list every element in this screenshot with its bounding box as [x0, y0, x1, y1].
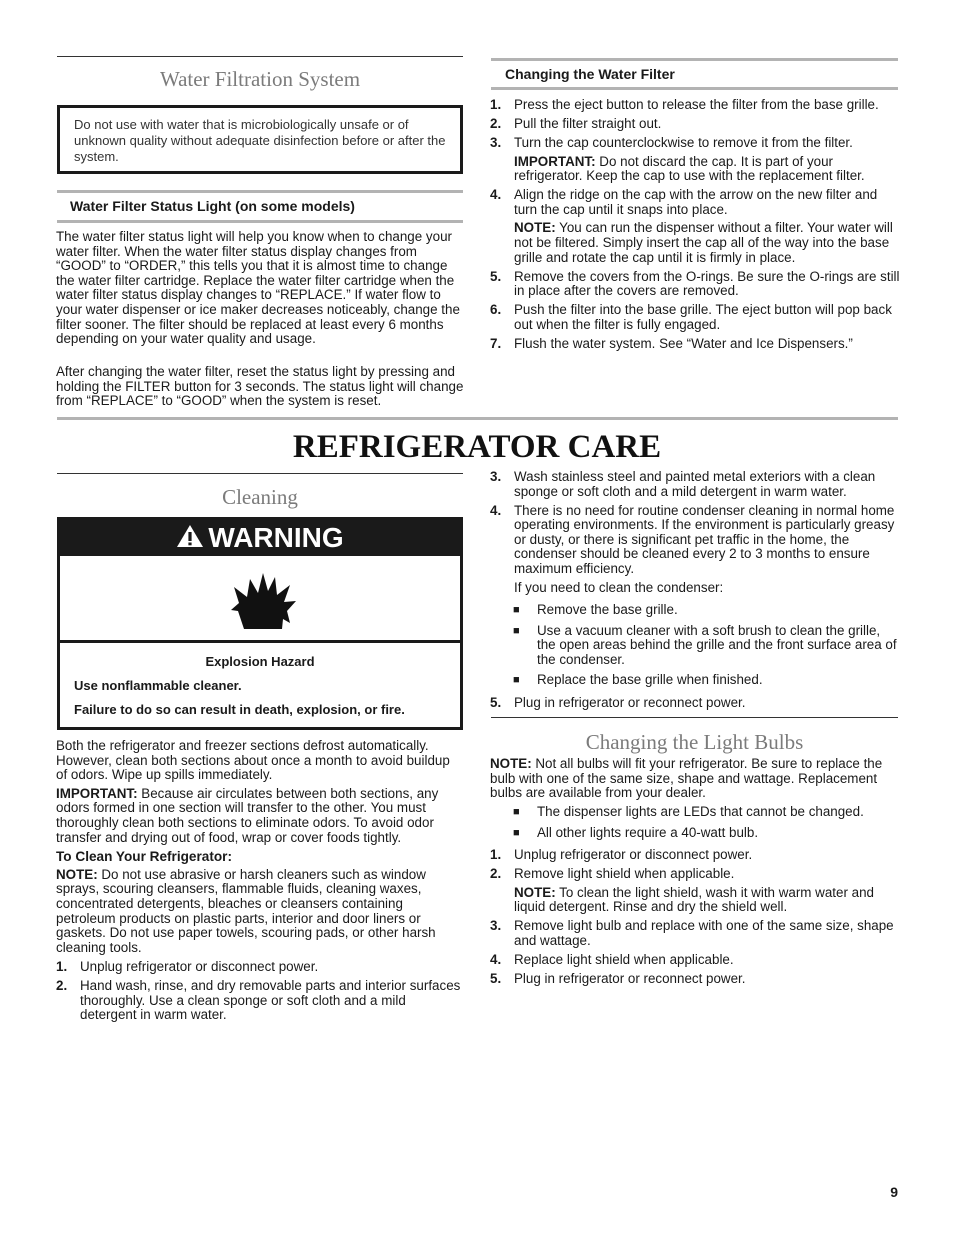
step-number: 6. — [490, 302, 502, 318]
bullet-text: Replace the base grille when finished. — [537, 672, 763, 688]
step-number: 4. — [490, 951, 502, 967]
light-bulbs-title: Changing the Light Bulbs — [585, 730, 804, 754]
list-item — [56, 960, 464, 975]
step-number: 3. — [490, 469, 502, 484]
list-item — [490, 470, 900, 499]
note-text: You can run the dispenser without a filter. Your water will not be filtered. Simply insert the cap all of the way into the base grille and rotate the cap until it is firmly in place. — [514, 220, 893, 265]
step-text: Flush the water system. See “Water and Ice Dispensers.” — [514, 335, 853, 351]
step-text: Wash stainless steel and painted metal exteriors with a clean sponge or soft cloth and a mild detergent in warm water. — [514, 469, 876, 499]
step-text: Push the filter into the base grille. The eject button will pop back out when the filter is fully engaged. — [514, 302, 892, 332]
step-number: 3. — [490, 134, 502, 150]
list-item — [490, 303, 900, 332]
note-text: To clean the light shield, wash it with warm water and liquid detergent. Rinse and dry the shield well. — [514, 884, 874, 915]
status-light-paragraph-2: After changing the water filter, reset the status light by pressing and holding the FILTER button for 3 seconds. The status light will change from “REPLACE” to “GOOD” when the system is reset. — [56, 364, 464, 409]
note-text: Do not use abrasive or harsh cleaners such as window sprays, scouring cleansers, flammable fluids, cleaning waxes, concentrated detergents, bleaches or cleansers containing petroleum products on plastic parts, interior and door liners or gaskets. Do not use paper towels, scouring pads, or other harsh cleaning tools. — [56, 866, 436, 955]
condenser-intro: If you need to clean the condenser: — [514, 579, 724, 595]
bullet-text: Use a vacuum cleaner with a soft brush to clean the grille, the open areas behind the grille and the front surface area of the condenser. — [537, 622, 897, 667]
note-text: Do not discard the cap. It is part of your refrigerator. Keep the cap to use with the replacement filter. — [514, 153, 865, 184]
step-note — [514, 886, 900, 915]
step-text: Plug in refrigerator or reconnect power. — [514, 695, 746, 710]
top-rule-left — [57, 56, 463, 57]
hazard-line-1: Use nonflammable cleaner. — [74, 678, 242, 693]
status-light-rule-bottom — [57, 220, 463, 223]
warning-header — [60, 520, 460, 556]
status-light-paragraph-1: The water filter status light will help you know when to change your water filter. When the water filter status display changes from “GOOD” to “ORDER,” this tells you that it is almost time to change the water filter cartridge. Replace the water filter cartridge when the water filter status display changes to “REPLACE.” If water flow to your water dispenser or ice maker decreases noticeably, change the filter sooner. The filter should be replaced at least every 6 months depending on your water quality and usage. — [56, 229, 460, 347]
explosion-icon — [230, 565, 298, 635]
list-item — [490, 624, 900, 668]
condenser-bullets — [490, 597, 900, 694]
list-item — [490, 805, 900, 820]
important-text: Because air circulates between both sections, any odors formed in one section will transfer to the other. You must thoroughly clean both sections to eliminate odors. To avoid odor transfer and drying out of food, wrap or cover foods tightly. — [56, 785, 439, 845]
main-title-rule — [57, 417, 898, 420]
page-title: REFRIGERATOR CARE — [292, 429, 662, 465]
cleaning-step-5 — [490, 696, 900, 715]
status-light-heading: Water Filter Status Light (on some models) — [70, 198, 355, 214]
step-number: 2. — [490, 115, 502, 131]
list-item — [490, 117, 900, 132]
step-text: Align the ridge on the cap with the arrow on the new filter and turn the cap until it snaps into place. — [514, 187, 878, 217]
step-note — [514, 155, 900, 184]
step-number: 2. — [490, 865, 502, 881]
step-text: Plug in refrigerator or reconnect power. — [514, 970, 746, 986]
page-number: 9 — [890, 1184, 898, 1200]
list-item — [490, 188, 900, 265]
water-filtration-title: Water Filtration System — [159, 67, 361, 91]
changing-filter-steps — [490, 98, 900, 356]
step-number: 4. — [490, 502, 502, 518]
step-text: Replace light shield when applicable. — [514, 951, 734, 967]
step-note — [514, 221, 900, 265]
step-text: Turn the cap counterclockwise to remove it from the filter. — [514, 134, 853, 150]
step-number: 5. — [490, 695, 502, 710]
light-bulbs-note — [490, 757, 900, 801]
note-text: Not all bulbs will fit your refrigerator. Be sure to replace the bulb with one of the same size, shape and wattage. Replacement bulbs are available from your dealer. — [490, 756, 883, 801]
cleaning-paragraph: Both the refrigerator and freezer sections defrost automatically. However, clean both sections about once a month to avoid buildup of odors. Wipe up spills immediately. — [56, 738, 450, 783]
changing-filter-rule-top — [491, 58, 898, 61]
square-bullet-icon: ■ — [513, 624, 520, 637]
hazard-line-2: Failure to do so can result in death, explosion, or fire. — [74, 702, 405, 717]
list-item — [490, 98, 900, 113]
step-text: Remove light bulb and replace with one of the same size, shape and wattage. — [514, 918, 894, 948]
cleaning-note — [56, 868, 464, 956]
step-number: 4. — [490, 187, 502, 203]
step-number: 1. — [56, 959, 68, 975]
note-label: NOTE: — [514, 220, 556, 236]
cleaning-title: Cleaning — [222, 485, 298, 509]
clean-subheading: To Clean Your Refrigerator: — [56, 849, 232, 865]
important-label: IMPORTANT: — [56, 785, 138, 801]
list-item — [490, 603, 900, 618]
bullet-text: All other lights require a 40-watt bulb. — [537, 824, 759, 840]
warning-label: WARNING — [208, 522, 344, 553]
note-label: NOTE: — [514, 884, 556, 900]
warning-triangle-icon — [176, 524, 204, 552]
note-label: NOTE: — [490, 756, 532, 771]
bullet-text: The dispenser lights are LEDs that cannot be changed. — [537, 804, 864, 819]
step-text: Hand wash, rinse, and dry removable parts and interior surfaces thoroughly. Use a clean sponge or soft cloth and a mild detergent in warm water. — [80, 978, 461, 1023]
light-bulbs-rule — [491, 717, 898, 718]
warning-box — [57, 517, 463, 730]
step-text: Remove light shield when applicable. — [514, 865, 735, 881]
cleaning-body — [56, 739, 464, 1027]
step-number: 3. — [490, 918, 502, 934]
list-item — [490, 696, 900, 711]
list-item — [490, 867, 900, 915]
step-number: 7. — [490, 335, 502, 351]
note-label: NOTE: — [56, 866, 98, 882]
step-text: Unplug refrigerator or disconnect power. — [80, 959, 319, 975]
cleaning-steps-left — [56, 960, 464, 1023]
list-item — [490, 953, 900, 968]
list-item — [490, 972, 900, 987]
list-item — [490, 136, 900, 184]
list-item — [490, 504, 900, 596]
step-number: 5. — [490, 268, 502, 284]
square-bullet-icon: ■ — [513, 806, 520, 818]
list-item — [490, 673, 900, 688]
step-number: 5. — [490, 970, 502, 986]
list-item — [490, 919, 900, 948]
cleaning-steps-right — [490, 470, 900, 600]
changing-filter-heading: Changing the Water Filter — [505, 66, 675, 82]
list-item — [56, 979, 464, 1023]
step-text: There is no need for routine condenser cleaning in normal home operating environments. If the environment is particularly greasy or dusty, or there is significant pet traffic in the home, the condenser should be cleaned every 2 to 3 months to ensure maximum efficiency. — [514, 502, 895, 576]
square-bullet-icon: ■ — [513, 674, 520, 687]
square-bullet-icon: ■ — [513, 826, 520, 839]
disinfection-warning-box — [57, 105, 463, 174]
step-text: Pull the filter straight out. — [514, 115, 662, 131]
warning-icon-panel — [60, 556, 460, 643]
step-number: 2. — [56, 978, 68, 994]
cleaning-rule — [57, 473, 463, 474]
bullet-text: Remove the base grille. — [537, 602, 678, 617]
step-number: 1. — [490, 97, 502, 112]
list-item — [490, 270, 900, 299]
list-item — [490, 826, 900, 841]
step-text: Press the eject button to release the filter from the base grille. — [514, 97, 879, 112]
step-text: Remove the covers from the O-rings. Be sure the O-rings are still in place after the covers are removed. — [514, 268, 900, 299]
step-text: Unplug refrigerator or disconnect power. — [514, 847, 753, 862]
list-item — [490, 848, 900, 863]
light-bulbs-bullets — [490, 799, 900, 846]
changing-filter-rule-bottom — [491, 87, 898, 90]
light-bulbs-steps — [490, 848, 900, 991]
hazard-title: Explosion Hazard — [205, 654, 315, 669]
status-light-rule-top — [57, 190, 463, 193]
square-bullet-icon: ■ — [513, 604, 520, 616]
cleaning-important — [56, 787, 464, 845]
note-label: IMPORTANT: — [514, 153, 596, 169]
list-item — [490, 337, 900, 352]
disinfection-warning-text: Do not use with water that is microbiologically unsafe or of unknown quality without adequate disinfection before or after the system. — [74, 117, 446, 164]
step-number: 1. — [490, 847, 502, 862]
